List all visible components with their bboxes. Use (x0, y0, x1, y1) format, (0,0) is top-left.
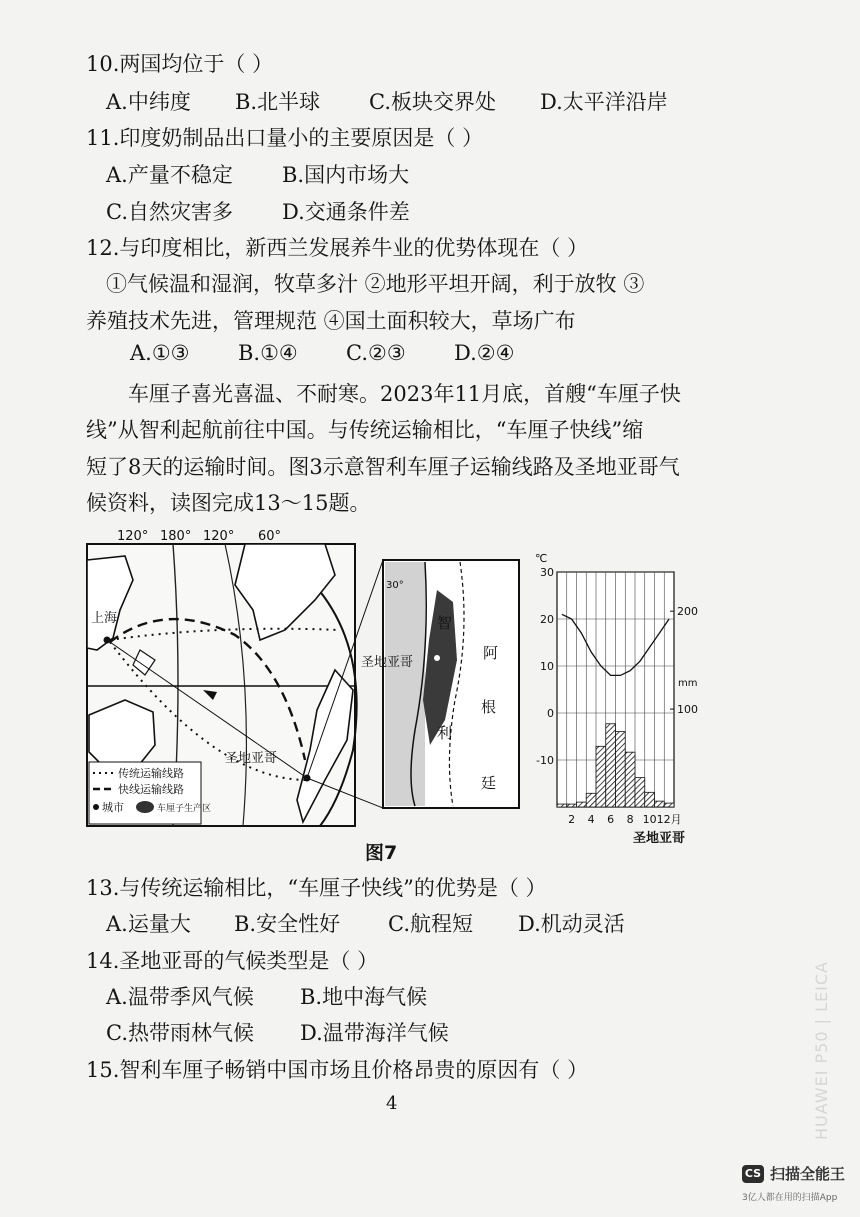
precip-bar (645, 792, 655, 807)
precip-bar (577, 802, 587, 807)
inset-lat-label: 30° (386, 580, 404, 591)
inset-chile-2: 利 (437, 724, 453, 742)
precip-tick-label: 100 (677, 703, 698, 717)
inset-santiago-label: 圣地亚哥 (361, 655, 414, 670)
camscanner-tagline: 3亿人都在用的扫描App (742, 1193, 838, 1203)
inset-argentina-1: 阿 (483, 644, 499, 662)
shanghai-dot (104, 637, 111, 644)
precip-unit: mm (678, 678, 698, 689)
inset-argentina-2: 根 (481, 698, 497, 716)
precip-bar (664, 803, 674, 807)
precip-bar (596, 746, 606, 807)
q12-option-b[interactable]: B.①④ (238, 341, 298, 365)
precip-bar (567, 804, 577, 807)
q12-stem: 12.与印度相比，新西兰发展养牛业的优势体现在（ ） (86, 236, 589, 260)
q10-option-d[interactable]: D.太平洋沿岸 (540, 90, 668, 114)
figure-caption: 图7 (365, 842, 398, 864)
q13-option-b[interactable]: B.安全性好 (234, 912, 341, 936)
q14-option-d[interactable]: D.温带海洋气候 (300, 1021, 449, 1045)
lon-label-4: 60° (258, 529, 282, 544)
temp-tick-label: 0 (547, 707, 554, 720)
inset-chile-1: 智 (437, 614, 453, 632)
station-label: 圣地亚哥 (633, 831, 686, 846)
q11-option-a[interactable]: A.产量不稳定 (106, 163, 233, 187)
q10-option-a[interactable]: A.中纬度 (106, 90, 191, 114)
precip-bar (586, 793, 596, 807)
q10-stem: 10.两国均位于（ ） (86, 52, 274, 76)
month-tick-label: 8 (626, 813, 634, 826)
camscanner-logo-icon: CS (742, 1165, 764, 1183)
q13-stem: 13.与传统运输相比，“车厘子快线”的优势是（ ） (86, 876, 547, 900)
passage-line-3: 短了8天的运输时间。图3示意智利车厘子运输线路及圣地亚哥气 (86, 455, 680, 479)
santiago-map-label: 圣地亚哥 (225, 751, 278, 766)
temp-tick-label: 20 (540, 613, 554, 626)
camscanner-name: 扫描全能王 (770, 1165, 846, 1183)
q15-stem: 15.智利车厘子畅销中国市场且价格昂贵的原因有（ ） (86, 1058, 589, 1082)
q13-option-d[interactable]: D.机动灵活 (518, 912, 625, 936)
legend-cherry-area: 车厘子生产区 (157, 804, 212, 814)
camera-watermark: HUAWEI P50 | LEICA (812, 961, 831, 1140)
camscanner-badge (742, 1163, 845, 1184)
q11-option-b[interactable]: B.国内市场大 (282, 163, 410, 187)
temp-tick-label: 30 (540, 566, 554, 579)
figure-svg (85, 529, 698, 846)
q13-option-c[interactable]: C.航程短 (388, 912, 473, 936)
q12-statement-line1: ①气候温和湿润，牧草多汁 ②地形平坦开阔，利于放牧 ③ (106, 272, 645, 296)
precip-tick-label: 200 (677, 605, 698, 619)
figure-7 (85, 529, 698, 846)
precip-bar (606, 724, 616, 807)
month-tick-label: 10 (642, 813, 657, 826)
lon-label-2: 180° (160, 529, 192, 544)
precip-bar (557, 804, 567, 807)
legend-city: 城市 (102, 801, 124, 814)
precip-bar (616, 732, 626, 807)
passage-line-1: 车厘子喜光喜温、不耐寒。2023年11月底，首艘“车厘子快 (128, 382, 681, 406)
precip-bar (635, 778, 645, 807)
q14-stem: 14.圣地亚哥的气候类型是（ ） (86, 949, 379, 973)
q12-statement-line2: 养殖技术先进，管理规范 ④国土面积较大，草场广布 (86, 309, 576, 333)
inset-map (361, 560, 519, 808)
legend-express: 快线运输线路 (118, 783, 184, 796)
q11-option-d[interactable]: D.交通条件差 (282, 200, 410, 224)
temp-unit: ℃ (535, 552, 548, 565)
lon-label-1: 120° (117, 529, 149, 544)
shanghai-label: 上海 (91, 611, 118, 626)
q13-option-a[interactable]: A.运量大 (106, 912, 191, 936)
passage-line-4: 候资料，读图完成13～15题。 (86, 491, 371, 515)
temp-tick-label: -10 (536, 754, 554, 767)
month-tick-label: 12月 (656, 813, 682, 826)
page-number: 4 (386, 1093, 398, 1114)
q10-option-b[interactable]: B.北半球 (235, 90, 321, 114)
q11-stem: 11.印度奶制品出口量小的主要原因是（ ） (86, 126, 484, 150)
q12-option-c[interactable]: C.②③ (346, 341, 406, 365)
q14-option-a[interactable]: A.温带季风气候 (106, 985, 254, 1009)
q12-option-d[interactable]: D.②④ (454, 341, 515, 365)
precip-bar (625, 752, 635, 807)
legend-traditional: 传统运输线路 (118, 767, 184, 780)
inset-argentina-3: 廷 (481, 774, 497, 792)
q11-option-c[interactable]: C.自然灾害多 (106, 200, 233, 224)
passage-line-2: 线”从智利起航前往中国。与传统运输相比，“车厘子快线”缩 (86, 418, 644, 442)
temp-tick-label: 10 (540, 660, 554, 673)
q14-option-c[interactable]: C.热带雨林气候 (106, 1021, 254, 1045)
month-tick-label: 6 (607, 813, 615, 826)
map-legend (89, 762, 211, 824)
q12-option-a[interactable]: A.①③ (130, 341, 190, 365)
lon-label-3: 120° (203, 529, 235, 544)
month-tick-label: 2 (568, 813, 576, 826)
q10-option-c[interactable]: C.板块交界处 (369, 90, 496, 114)
precip-bar (655, 801, 665, 807)
climate-chart (535, 552, 698, 846)
q14-option-b[interactable]: B.地中海气候 (300, 985, 428, 1009)
month-tick-label: 4 (587, 813, 595, 826)
